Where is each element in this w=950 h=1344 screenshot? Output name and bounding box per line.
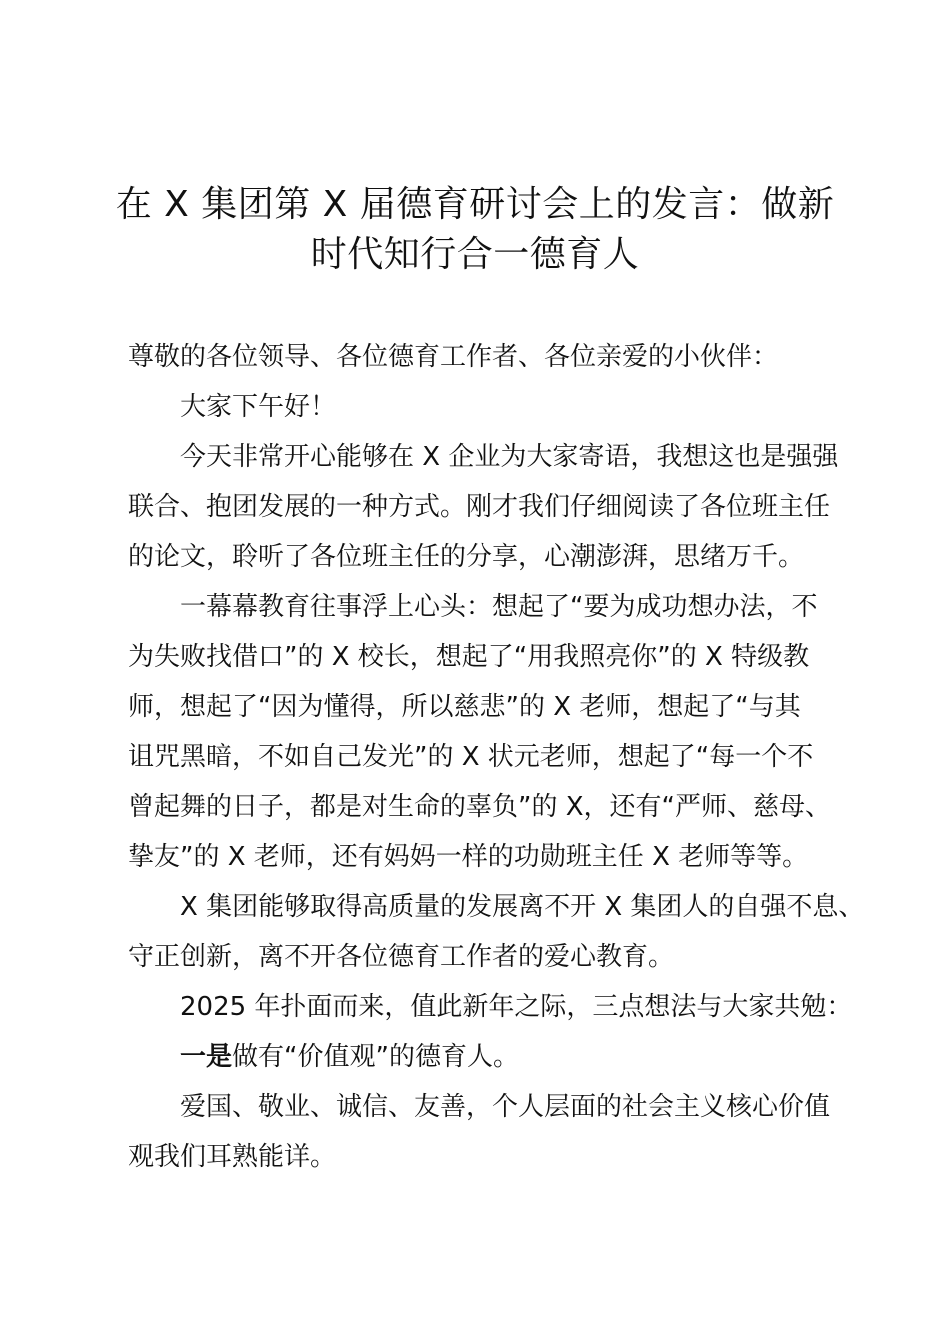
- document-title-line-1: 在 X 集团第 X 届德育研讨会上的发言：做新: [115, 184, 835, 225]
- document-body: [128, 332, 865, 1182]
- salutation: 尊敬的各位领导、各位德育工作者、各位亲爱的小伙伴：: [128, 342, 779, 372]
- paragraph-5: [128, 1082, 848, 1182]
- paragraph-line: 挚友”的 X 老师，还有妈妈一样的功勋班主任 X 老师等等。: [128, 842, 809, 872]
- paragraph-line: 曾起舞的日子，都是对生命的辜负”的 X，还有“严师、慈母、: [128, 792, 832, 822]
- paragraph-4: 2025 年扑面而来，值此新年之际，三点想法与大家共勉：: [180, 992, 853, 1022]
- paragraph-line: 联合、抱团发展的一种方式。刚才我们仔细阅读了各位班主任: [128, 492, 831, 522]
- greeting: 大家下午好！: [180, 392, 337, 422]
- point-1-label: 一是: [180, 1042, 233, 1072]
- paragraph-line: 一幕幕教育往事浮上心头：想起了“要为成功想办法，不: [180, 592, 818, 622]
- paragraph-2: [128, 582, 848, 882]
- point-1: [128, 1032, 848, 1082]
- paragraph-line: X 集团能够取得高质量的发展离不开 X 集团人的自强不息、: [180, 892, 865, 922]
- paragraph-line: 守正创新，离不开各位德育工作者的爱心教育。: [128, 942, 675, 972]
- paragraph-line: 爱国、敬业、诚信、友善，个人层面的社会主义核心价值: [180, 1092, 831, 1122]
- paragraph-line: 为失败找借口”的 X 校长，想起了“用我照亮你”的 X 特级教: [128, 642, 810, 672]
- document-title-line-2: 时代知行合一德育人: [310, 234, 640, 275]
- paragraph-line: 师，想起了“因为懂得，所以慈悲”的 X 老师，想起了“与其: [128, 692, 801, 722]
- paragraph-line: 观我们耳熟能详。: [128, 1142, 337, 1172]
- paragraph-line: 诅咒黑暗，不如自己发光”的 X 状元老师，想起了“每一个不: [128, 742, 814, 772]
- paragraph-line: 的论文，聆听了各位班主任的分享，心潮澎湃，思绪万千。: [128, 542, 805, 572]
- paragraph-line: 今天非常开心能够在 X 企业为大家寄语，我想这也是强强: [180, 442, 839, 472]
- point-1-text: 做有“价值观”的德育人。: [232, 1042, 519, 1072]
- paragraph-1: [128, 432, 848, 582]
- paragraph-3: [128, 882, 865, 982]
